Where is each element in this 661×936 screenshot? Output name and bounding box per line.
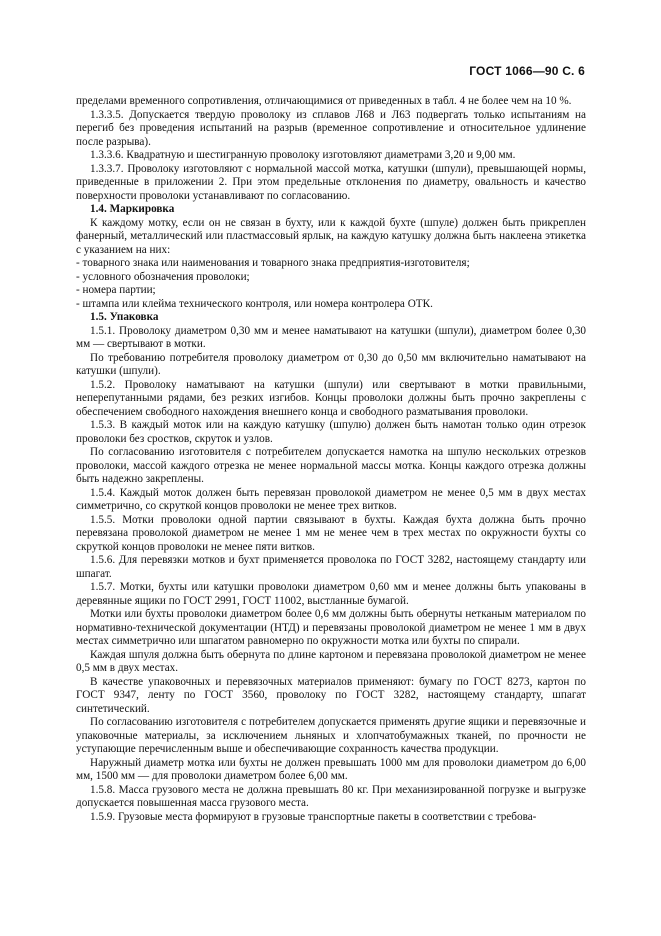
document-body — [76, 95, 586, 824]
section-heading: 1.4. Маркировка — [90, 203, 175, 215]
paragraph: 1.5.1. Проволоку диаметром 0,30 мм и менее наматывают на катушки (шпули), диаметром более 0,30 мм — свертывают в мотки. — [76, 324, 586, 350]
list-item: - условного обозначения проволоки; — [76, 270, 250, 283]
paragraph: 1.5.9. Грузовые места формируют в грузовые транспортные пакеты в соответствии с требова- — [90, 810, 537, 823]
paragraph: 1.5.7. Мотки, бухты или катушки проволоки диаметром 0,60 мм и менее должны быть упакованы в деревянные ящики по ГОСТ 2991, ГОСТ 11002, выстланные бумагой. — [76, 581, 586, 607]
paragraph: 1.3.3.7. Проволоку изготовляют с нормальной массой мотка, катушки (шпули), превышающей нормы, приведенные в приложении 2. При этом предельные отклонения по диаметру, овальность и качество поверхности проволоки устанавливают по согласованию. — [76, 162, 586, 202]
list-item: - номера партии; — [76, 284, 156, 296]
paragraph: По согласованию изготовителя с потребителем допускается применять другие ящики и перевязочные и упаковочные материалы, за исключением льняных и хлопчатобумажных тканей, по прочности не уступающие перечисленным выше и обеспечивающие сохранность качества продукции. — [76, 716, 586, 755]
paragraph: По согласованию изготовителя с потребителем допускается намотка на шпулю нескольких отрезков проволоки, массой каждого отрезка не менее нормальной массы мотка. Концы каждого отрезка должны быть надежно закреплены. — [76, 446, 586, 485]
paragraph: 1.5.3. В каждый моток или на каждую катушку (шпулю) должен быть намотан только один отрезок проволоки без сростков, скруток и узлов. — [76, 419, 586, 445]
list-item: - штампа или клейма технического контроля, или номера контролера ОТК. — [76, 297, 433, 310]
paragraph: 1.5.5. Мотки проволоки одной партии связывают в бухты. Каждая бухта должна быть прочно перевязана проволокой диаметром не менее 1 мм не менее чем в трех местах по окружности бухты со скруткой концов проволоки не менее пяти витков. — [76, 513, 586, 553]
section-heading: 1.5. Упаковка — [90, 311, 159, 323]
paragraph: 1.5.2. Проволоку наматывают на катушки (шпули) или свертывают в мотки правильными, неперепутанными рядами, без резких изгибов. Концы проволоки должны быть прочно закреплены с обеспечением свободного нахождения внешнего конца и свободного разматывания проволоки. — [76, 378, 586, 418]
paragraph: В качестве упаковочных и перевязочных материалов применяют: бумагу по ГОСТ 8273, картон по ГОСТ 9347, ленту по ГОСТ 3560, проволоку по ГОСТ 3282, настоящему стандарту, шпагат синтетический. — [76, 675, 586, 715]
paragraph: 1.5.8. Масса грузового места не должна превышать 80 кг. При механизированной погрузке и выгрузке допускается повышенная масса грузового места. — [76, 783, 586, 809]
list-item: - товарного знака или наименования и товарного знака предприятия-изготовителя; — [76, 257, 470, 269]
paragraph: Наружный диаметр мотка или бухты не должен превышать 1000 мм для проволоки диаметром до 6,00 мм, 1500 мм — для проволоки диаметром более 6,00 мм. — [76, 756, 586, 782]
paragraph: 1.3.3.5. Допускается твердую проволоку из сплавов Л68 и Л63 подвергать только испытаниям на перегиб без проведения испытаний на разрыв (временное сопротивление и относительное удлинение после разрыва). — [76, 108, 586, 148]
paragraph: 1.5.6. Для перевязки мотков и бухт применяется проволока по ГОСТ 3282, настоящему стандарту или шпагат. — [76, 554, 586, 580]
paragraph: К каждому мотку, если он не связан в бухту, или к каждой бухте (шпуле) должен быть прикреплен фанерный, металлический или пластмассовый ярлык, на каждую катушку должна быть наклеена этикетка с указанием на них: — [76, 216, 586, 256]
paragraph: 1.3.3.6. Квадратную и шестигранную проволоку изготовляют диаметрами 3,20 и 9,00 мм. — [90, 149, 516, 161]
paragraph: По требованию потребителя проволоку диаметром от 0,30 до 0,50 мм включительно наматывают на катушки (шпули). — [76, 351, 586, 377]
paragraph: Каждая шпуля должна быть обернута по длине картоном и перевязана проволокой диаметром не менее 0,5 мм в двух местах. — [76, 648, 586, 674]
paragraph: 1.5.4. Каждый моток должен быть перевязан проволокой диаметром не менее 0,5 мм в двух местах симметрично, со скруткой концов проволоки не менее трех витков. — [76, 486, 586, 512]
paragraph: Мотки или бухты проволоки диаметром более 0,6 мм должны быть обернуты нетканым материалом по нормативно-технической документации (НТД) и перевязаны проволокой диаметром не менее 1 мм в двух местах симметрично или шпагатом равномерно по окружности мотка или бухты по спирали. — [76, 608, 586, 647]
paragraph: пределами временного сопротивления, отличающимися от приведенных в табл. 4 не более чем на 10 %. — [76, 95, 572, 107]
page-header: ГОСТ 1066—90 С. 6 — [469, 64, 585, 78]
